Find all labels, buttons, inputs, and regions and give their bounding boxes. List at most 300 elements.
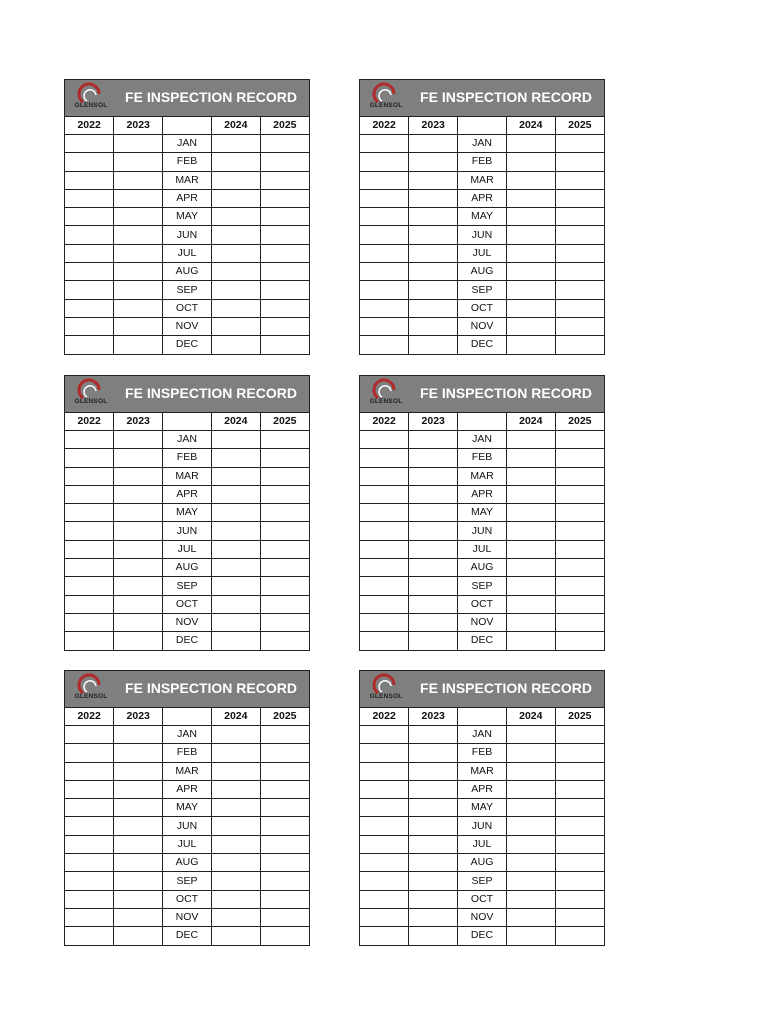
inspection-cell[interactable] xyxy=(114,135,163,153)
inspection-cell[interactable] xyxy=(65,189,114,207)
inspection-cell[interactable] xyxy=(555,449,604,467)
inspection-cell[interactable] xyxy=(506,431,555,449)
inspection-cell[interactable] xyxy=(260,559,309,577)
inspection-cell[interactable] xyxy=(555,817,604,835)
inspection-cell[interactable] xyxy=(260,171,309,189)
inspection-cell[interactable] xyxy=(260,299,309,317)
inspection-cell[interactable] xyxy=(260,189,309,207)
inspection-cell[interactable] xyxy=(506,854,555,872)
inspection-cell[interactable] xyxy=(260,762,309,780)
inspection-cell[interactable] xyxy=(555,595,604,613)
inspection-cell[interactable] xyxy=(211,908,260,926)
inspection-cell[interactable] xyxy=(260,281,309,299)
inspection-cell[interactable] xyxy=(260,595,309,613)
inspection-cell[interactable] xyxy=(260,726,309,744)
inspection-cell[interactable] xyxy=(260,317,309,335)
inspection-cell[interactable] xyxy=(506,153,555,171)
inspection-cell[interactable] xyxy=(360,244,409,262)
inspection-cell[interactable] xyxy=(409,854,458,872)
inspection-cell[interactable] xyxy=(65,153,114,171)
inspection-cell[interactable] xyxy=(409,613,458,631)
inspection-cell[interactable] xyxy=(360,208,409,226)
inspection-cell[interactable] xyxy=(211,872,260,890)
inspection-cell[interactable] xyxy=(555,577,604,595)
inspection-cell[interactable] xyxy=(506,595,555,613)
inspection-cell[interactable] xyxy=(409,244,458,262)
inspection-cell[interactable] xyxy=(260,632,309,650)
inspection-cell[interactable] xyxy=(360,449,409,467)
inspection-cell[interactable] xyxy=(555,908,604,926)
inspection-cell[interactable] xyxy=(114,613,163,631)
inspection-cell[interactable] xyxy=(65,171,114,189)
inspection-cell[interactable] xyxy=(260,540,309,558)
inspection-cell[interactable] xyxy=(506,744,555,762)
inspection-cell[interactable] xyxy=(555,208,604,226)
inspection-cell[interactable] xyxy=(555,135,604,153)
inspection-cell[interactable] xyxy=(360,726,409,744)
inspection-cell[interactable] xyxy=(260,135,309,153)
inspection-cell[interactable] xyxy=(555,632,604,650)
inspection-cell[interactable] xyxy=(555,762,604,780)
table-row xyxy=(65,317,309,335)
inspection-cell[interactable] xyxy=(211,540,260,558)
inspection-cell[interactable] xyxy=(555,504,604,522)
inspection-cell[interactable] xyxy=(211,189,260,207)
inspection-cell[interactable] xyxy=(65,559,114,577)
inspection-cell[interactable] xyxy=(506,817,555,835)
inspection-cell[interactable] xyxy=(211,817,260,835)
inspection-cell[interactable] xyxy=(506,189,555,207)
inspection-cell[interactable] xyxy=(555,835,604,853)
inspection-cell[interactable] xyxy=(506,927,555,945)
inspection-cell[interactable] xyxy=(360,431,409,449)
inspection-cell[interactable] xyxy=(506,135,555,153)
inspection-cell[interactable] xyxy=(260,504,309,522)
inspection-cell[interactable] xyxy=(211,632,260,650)
inspection-cell[interactable] xyxy=(555,467,604,485)
inspection-cell[interactable] xyxy=(555,522,604,540)
inspection-cell[interactable] xyxy=(211,890,260,908)
inspection-cell[interactable] xyxy=(114,559,163,577)
year-header: 2023 xyxy=(114,413,163,431)
inspection-cell[interactable] xyxy=(65,890,114,908)
inspection-cell[interactable] xyxy=(409,208,458,226)
inspection-cell[interactable] xyxy=(65,744,114,762)
inspection-cell[interactable] xyxy=(260,263,309,281)
inspection-cell[interactable] xyxy=(211,522,260,540)
inspection-cell[interactable] xyxy=(65,449,114,467)
inspection-cell[interactable] xyxy=(65,632,114,650)
inspection-cell[interactable] xyxy=(260,613,309,631)
inspection-cell[interactable] xyxy=(65,726,114,744)
inspection-cell[interactable] xyxy=(409,135,458,153)
inspection-cell[interactable] xyxy=(360,817,409,835)
inspection-cell[interactable] xyxy=(114,799,163,817)
inspection-cell[interactable] xyxy=(114,726,163,744)
inspection-cell[interactable] xyxy=(211,780,260,798)
inspection-cell[interactable] xyxy=(555,890,604,908)
inspection-cell[interactable] xyxy=(409,744,458,762)
inspection-cell[interactable] xyxy=(409,449,458,467)
inspection-cell[interactable] xyxy=(65,135,114,153)
inspection-cell[interactable] xyxy=(211,317,260,335)
inspection-cell[interactable] xyxy=(360,799,409,817)
inspection-cell[interactable] xyxy=(506,449,555,467)
inspection-cell[interactable] xyxy=(260,467,309,485)
inspection-cell[interactable] xyxy=(409,281,458,299)
inspection-cell[interactable] xyxy=(409,595,458,613)
inspection-cell[interactable] xyxy=(409,817,458,835)
inspection-cell[interactable] xyxy=(555,263,604,281)
inspection-cell[interactable] xyxy=(260,208,309,226)
inspection-cell[interactable] xyxy=(65,281,114,299)
inspection-cell[interactable] xyxy=(506,872,555,890)
inspection-cell[interactable] xyxy=(211,799,260,817)
inspection-cell[interactable] xyxy=(114,317,163,335)
inspection-cell[interactable] xyxy=(211,263,260,281)
inspection-cell[interactable] xyxy=(506,835,555,853)
inspection-cell[interactable] xyxy=(506,780,555,798)
month-label: APR xyxy=(458,485,507,503)
inspection-cell[interactable] xyxy=(409,226,458,244)
inspection-cell[interactable] xyxy=(65,244,114,262)
inspection-cell[interactable] xyxy=(506,577,555,595)
inspection-cell[interactable] xyxy=(360,744,409,762)
inspection-cell[interactable] xyxy=(114,485,163,503)
inspection-cell[interactable] xyxy=(409,908,458,926)
inspection-cell[interactable] xyxy=(409,872,458,890)
inspection-cell[interactable] xyxy=(114,263,163,281)
inspection-cell[interactable] xyxy=(114,336,163,354)
inspection-cell[interactable] xyxy=(555,244,604,262)
inspection-cell[interactable] xyxy=(360,927,409,945)
inspection-cell[interactable] xyxy=(360,153,409,171)
inspection-cell[interactable] xyxy=(260,485,309,503)
inspection-cell[interactable] xyxy=(65,577,114,595)
inspection-cell[interactable] xyxy=(65,317,114,335)
inspection-cell[interactable] xyxy=(114,226,163,244)
inspection-cell[interactable] xyxy=(114,504,163,522)
inspection-cell[interactable] xyxy=(555,927,604,945)
inspection-cell[interactable] xyxy=(409,263,458,281)
inspection-cell[interactable] xyxy=(65,927,114,945)
inspection-cell[interactable] xyxy=(211,927,260,945)
inspection-cell[interactable] xyxy=(211,171,260,189)
inspection-cell[interactable] xyxy=(114,890,163,908)
inspection-cell[interactable] xyxy=(65,431,114,449)
inspection-cell[interactable] xyxy=(555,226,604,244)
inspection-cell[interactable] xyxy=(65,817,114,835)
inspection-cell[interactable] xyxy=(114,449,163,467)
inspection-cell[interactable] xyxy=(114,872,163,890)
inspection-cell[interactable] xyxy=(260,854,309,872)
inspection-cell[interactable] xyxy=(506,632,555,650)
inspection-cell[interactable] xyxy=(260,817,309,835)
inspection-cell[interactable] xyxy=(260,908,309,926)
inspection-cell[interactable] xyxy=(211,153,260,171)
inspection-cell[interactable] xyxy=(65,540,114,558)
inspection-cell[interactable] xyxy=(114,244,163,262)
inspection-cell[interactable] xyxy=(360,226,409,244)
inspection-cell[interactable] xyxy=(409,632,458,650)
inspection-cell[interactable] xyxy=(260,872,309,890)
inspection-cell[interactable] xyxy=(211,485,260,503)
inspection-cell[interactable] xyxy=(506,467,555,485)
inspection-cell[interactable] xyxy=(409,299,458,317)
inspection-cell[interactable] xyxy=(211,299,260,317)
inspection-cell[interactable] xyxy=(360,632,409,650)
inspection-cell[interactable] xyxy=(211,835,260,853)
inspection-cell[interactable] xyxy=(114,927,163,945)
inspection-cell[interactable] xyxy=(555,153,604,171)
inspection-cell[interactable] xyxy=(114,908,163,926)
inspection-cell[interactable] xyxy=(555,540,604,558)
inspection-cell[interactable] xyxy=(506,908,555,926)
inspection-cell[interactable] xyxy=(260,799,309,817)
inspection-cell[interactable] xyxy=(260,153,309,171)
inspection-cell[interactable] xyxy=(360,762,409,780)
inspection-cell[interactable] xyxy=(211,135,260,153)
inspection-cell[interactable] xyxy=(555,281,604,299)
table-row xyxy=(360,485,604,503)
inspection-cell[interactable] xyxy=(114,744,163,762)
inspection-cell[interactable] xyxy=(409,317,458,335)
inspection-cell[interactable] xyxy=(114,467,163,485)
inspection-cell[interactable] xyxy=(211,431,260,449)
inspection-cell[interactable] xyxy=(409,485,458,503)
inspection-cell[interactable] xyxy=(409,467,458,485)
inspection-cell[interactable] xyxy=(506,890,555,908)
inspection-cell[interactable] xyxy=(360,872,409,890)
inspection-cell[interactable] xyxy=(506,208,555,226)
inspection-cell[interactable] xyxy=(555,431,604,449)
inspection-cell[interactable] xyxy=(211,467,260,485)
inspection-cell[interactable] xyxy=(211,559,260,577)
inspection-cell[interactable] xyxy=(409,927,458,945)
inspection-cell[interactable] xyxy=(360,135,409,153)
inspection-cell[interactable] xyxy=(360,336,409,354)
inspection-cell[interactable] xyxy=(360,835,409,853)
inspection-cell[interactable] xyxy=(555,872,604,890)
inspection-cell[interactable] xyxy=(555,799,604,817)
inspection-cell[interactable] xyxy=(260,226,309,244)
inspection-cell[interactable] xyxy=(211,854,260,872)
inspection-cell[interactable] xyxy=(260,431,309,449)
inspection-cell[interactable] xyxy=(409,726,458,744)
inspection-cell[interactable] xyxy=(409,504,458,522)
inspection-cell[interactable] xyxy=(65,854,114,872)
inspection-cell[interactable] xyxy=(65,613,114,631)
inspection-cell[interactable] xyxy=(260,927,309,945)
inspection-cell[interactable] xyxy=(65,835,114,853)
inspection-cell[interactable] xyxy=(211,744,260,762)
inspection-cell[interactable] xyxy=(360,299,409,317)
inspection-cell[interactable] xyxy=(114,522,163,540)
inspection-cell[interactable] xyxy=(211,577,260,595)
inspection-cell[interactable] xyxy=(360,780,409,798)
inspection-cell[interactable] xyxy=(360,613,409,631)
inspection-cell[interactable] xyxy=(114,835,163,853)
inspection-cell[interactable] xyxy=(506,504,555,522)
inspection-cell[interactable] xyxy=(114,208,163,226)
table-row xyxy=(65,485,309,503)
inspection-cell[interactable] xyxy=(114,577,163,595)
inspection-cell[interactable] xyxy=(65,780,114,798)
inspection-cell[interactable] xyxy=(360,171,409,189)
inspection-cell[interactable] xyxy=(555,854,604,872)
inspection-cell[interactable] xyxy=(211,726,260,744)
inspection-cell[interactable] xyxy=(506,299,555,317)
inspection-cell[interactable] xyxy=(409,835,458,853)
inspection-cell[interactable] xyxy=(260,577,309,595)
inspection-cell[interactable] xyxy=(409,171,458,189)
inspection-cell[interactable] xyxy=(65,226,114,244)
inspection-cell[interactable] xyxy=(360,540,409,558)
inspection-cell[interactable] xyxy=(65,299,114,317)
inspection-cell[interactable] xyxy=(506,726,555,744)
inspection-cell[interactable] xyxy=(360,263,409,281)
inspection-cell[interactable] xyxy=(211,226,260,244)
inspection-cell[interactable] xyxy=(555,171,604,189)
inspection-cell[interactable] xyxy=(555,613,604,631)
inspection-cell[interactable] xyxy=(260,744,309,762)
inspection-cell[interactable] xyxy=(211,613,260,631)
inspection-cell[interactable] xyxy=(211,208,260,226)
inspection-cell[interactable] xyxy=(260,449,309,467)
inspection-cell[interactable] xyxy=(409,799,458,817)
month-label: FEB xyxy=(458,744,507,762)
table-row xyxy=(65,632,309,650)
inspection-cell[interactable] xyxy=(555,189,604,207)
inspection-cell[interactable] xyxy=(65,208,114,226)
inspection-cell[interactable] xyxy=(506,559,555,577)
inspection-cell[interactable] xyxy=(506,263,555,281)
inspection-cell[interactable] xyxy=(114,540,163,558)
inspection-cell[interactable] xyxy=(211,504,260,522)
inspection-cell[interactable] xyxy=(360,281,409,299)
inspection-cell[interactable] xyxy=(506,336,555,354)
inspection-cell[interactable] xyxy=(114,281,163,299)
inspection-cell[interactable] xyxy=(211,244,260,262)
inspection-cell[interactable] xyxy=(114,632,163,650)
inspection-cell[interactable] xyxy=(555,317,604,335)
inspection-cell[interactable] xyxy=(211,595,260,613)
inspection-cell[interactable] xyxy=(360,504,409,522)
inspection-cell[interactable] xyxy=(555,485,604,503)
inspection-cell[interactable] xyxy=(260,780,309,798)
inspection-cell[interactable] xyxy=(114,817,163,835)
inspection-cell[interactable] xyxy=(65,799,114,817)
inspection-cell[interactable] xyxy=(114,299,163,317)
inspection-cell[interactable] xyxy=(65,595,114,613)
inspection-cell[interactable] xyxy=(114,171,163,189)
inspection-cell[interactable] xyxy=(114,854,163,872)
inspection-cell[interactable] xyxy=(409,559,458,577)
inspection-cell[interactable] xyxy=(360,559,409,577)
inspection-cell[interactable] xyxy=(65,485,114,503)
inspection-cell[interactable] xyxy=(409,577,458,595)
inspection-cell[interactable] xyxy=(360,317,409,335)
inspection-cell[interactable] xyxy=(506,762,555,780)
inspection-cell[interactable] xyxy=(506,281,555,299)
inspection-cell[interactable] xyxy=(409,762,458,780)
inspection-cell[interactable] xyxy=(409,336,458,354)
inspection-cell[interactable] xyxy=(211,449,260,467)
inspection-cell[interactable] xyxy=(260,522,309,540)
card-title: FE INSPECTION RECORD xyxy=(420,385,592,401)
inspection-cell[interactable] xyxy=(555,780,604,798)
inspection-cell[interactable] xyxy=(360,854,409,872)
inspection-cell[interactable] xyxy=(260,336,309,354)
inspection-cell[interactable] xyxy=(65,872,114,890)
inspection-cell[interactable] xyxy=(506,244,555,262)
inspection-cell[interactable] xyxy=(409,780,458,798)
inspection-cell[interactable] xyxy=(506,522,555,540)
inspection-cell[interactable] xyxy=(506,485,555,503)
inspection-cell[interactable] xyxy=(506,226,555,244)
inspection-cell[interactable] xyxy=(65,504,114,522)
inspection-cell[interactable] xyxy=(409,431,458,449)
inspection-cell[interactable] xyxy=(211,281,260,299)
inspection-cell[interactable] xyxy=(409,890,458,908)
inspection-cell[interactable] xyxy=(260,835,309,853)
inspection-cell[interactable] xyxy=(114,595,163,613)
inspection-cell[interactable] xyxy=(65,762,114,780)
inspection-cell[interactable] xyxy=(65,467,114,485)
inspection-cell[interactable] xyxy=(409,522,458,540)
inspection-cell[interactable] xyxy=(555,559,604,577)
inspection-cell[interactable] xyxy=(114,153,163,171)
inspection-cell[interactable] xyxy=(114,762,163,780)
inspection-cell[interactable] xyxy=(260,890,309,908)
inspection-cell[interactable] xyxy=(555,726,604,744)
inspection-cell[interactable] xyxy=(360,467,409,485)
inspection-cell[interactable] xyxy=(65,908,114,926)
table-row xyxy=(65,226,309,244)
table-row xyxy=(360,226,604,244)
inspection-cell[interactable] xyxy=(506,540,555,558)
inspection-cell[interactable] xyxy=(65,263,114,281)
inspection-cell[interactable] xyxy=(360,189,409,207)
inspection-cell[interactable] xyxy=(555,336,604,354)
inspection-cell[interactable] xyxy=(506,613,555,631)
inspection-cell[interactable] xyxy=(211,762,260,780)
inspection-cell[interactable] xyxy=(260,244,309,262)
inspection-cell[interactable] xyxy=(65,336,114,354)
inspection-cell[interactable] xyxy=(360,908,409,926)
inspection-cell[interactable] xyxy=(65,522,114,540)
inspection-cell[interactable] xyxy=(506,171,555,189)
inspection-cell[interactable] xyxy=(211,336,260,354)
inspection-cell[interactable] xyxy=(555,744,604,762)
inspection-cell[interactable] xyxy=(360,522,409,540)
inspection-cell[interactable] xyxy=(409,540,458,558)
inspection-cell[interactable] xyxy=(409,153,458,171)
inspection-cell[interactable] xyxy=(360,485,409,503)
inspection-table xyxy=(360,117,604,354)
table-row xyxy=(360,504,604,522)
inspection-cell[interactable] xyxy=(114,431,163,449)
inspection-cell[interactable] xyxy=(114,780,163,798)
inspection-cell[interactable] xyxy=(506,799,555,817)
inspection-cell[interactable] xyxy=(360,595,409,613)
inspection-cell[interactable] xyxy=(409,189,458,207)
inspection-cell[interactable] xyxy=(114,189,163,207)
inspection-cell[interactable] xyxy=(360,890,409,908)
inspection-cell[interactable] xyxy=(360,577,409,595)
inspection-cell[interactable] xyxy=(506,317,555,335)
inspection-cell[interactable] xyxy=(555,299,604,317)
